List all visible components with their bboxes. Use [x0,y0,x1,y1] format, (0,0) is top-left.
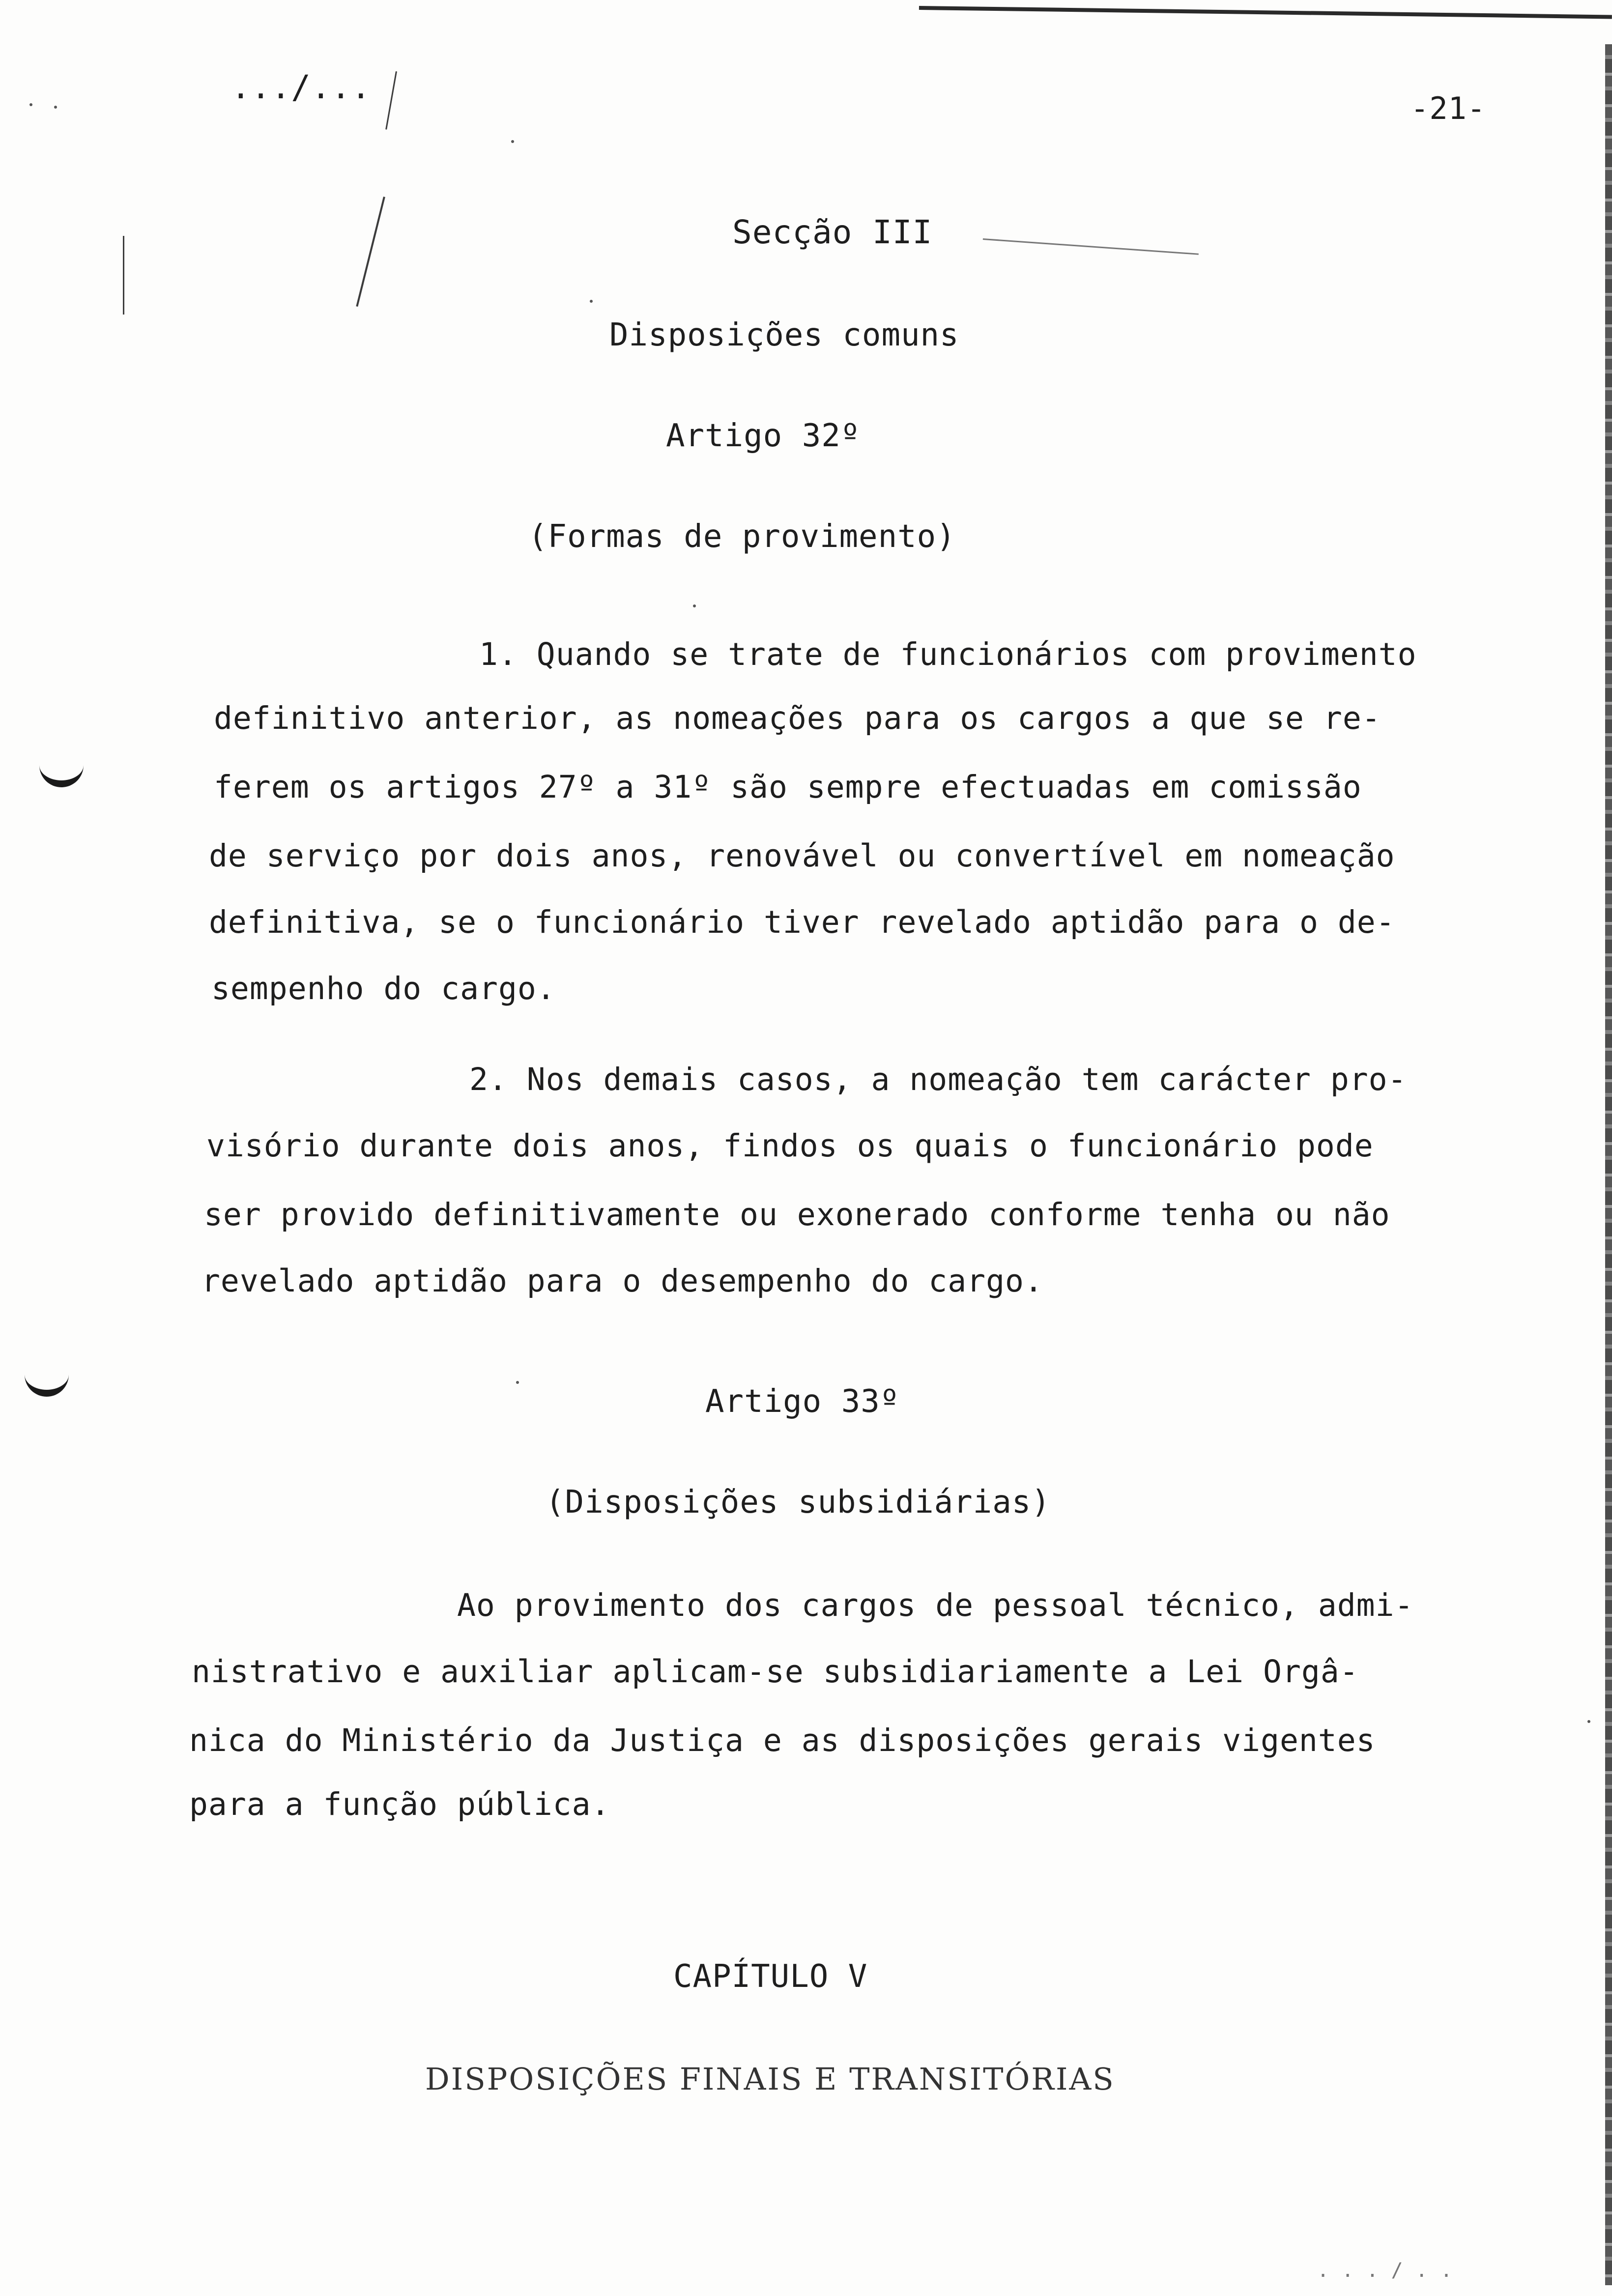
pencil-stroke [983,238,1199,255]
pencil-stroke [123,236,124,315]
article-heading: (Formas de provimento) [528,518,956,555]
scan-speck [54,106,57,109]
pencil-stroke [385,71,397,130]
body-line: revelado aptidão para o desempenho do cargo. [202,1263,1043,1299]
body-line: ser provido definitivamente ou exonerado conforme tenha ou não [204,1197,1390,1233]
body-line: definitivo anterior, as nomeações para os cargos a que se re- [214,700,1381,736]
scan-speck [693,604,696,607]
punch-hole-mark [39,757,84,787]
section-subtitle: Disposições comuns [609,317,959,353]
scan-speck [511,140,514,143]
section-title: Secção III [732,213,933,251]
body-line: definitiva, se o funcionário tiver revelado aptidão para o de- [209,904,1395,940]
body-line: de serviço por dois anos, renovável ou convertível em nomeação [209,838,1395,874]
article-title: Artigo 32º [666,418,861,454]
article-title: Artigo 33º [705,1383,900,1420]
punch-hole-mark [25,1366,69,1397]
body-line: sempenho do cargo. [211,971,556,1006]
chapter-subtitle: DISPOSIÇÕES FINAIS E TRANSITÓRIAS [425,2061,1115,2097]
body-line: visório durante dois anos, findos os quais o funcionário pode [206,1128,1374,1164]
body-line: nica do Ministério da Justiça e as disposições gerais vigentes [189,1722,1376,1758]
body-line: nistrativo e auxiliar aplicam-se subsidiariamente a Lei Orgâ- [192,1654,1359,1690]
continuation-mark: .../... [231,68,372,106]
body-line: para a função pública. [189,1786,610,1822]
scan-speck [29,103,32,106]
page-number: -21- [1410,90,1486,126]
top-border-line [919,6,1612,19]
body-line: 1. Quando se trate de funcionários com provimento [479,636,1417,672]
article-heading: (Disposições subsidiárias) [546,1484,1051,1521]
body-line: 2. Nos demais casos, a nomeação tem carácter pro- [469,1062,1407,1097]
pencil-stroke [356,197,385,307]
scan-speck [590,300,593,303]
continuation-mark-footer: . . . / . . [1317,2259,1453,2282]
chapter-title: CAPÍTULO V [673,1958,868,1995]
body-line: ferem os artigos 27º a 31º são sempre efectuadas em comissão [214,769,1362,805]
body-line: Ao provimento dos cargos de pessoal técnico, admi- [457,1587,1414,1623]
scan-speck [516,1381,519,1384]
scanned-page-edge [1605,44,1612,2285]
scan-speck [1587,1720,1590,1723]
